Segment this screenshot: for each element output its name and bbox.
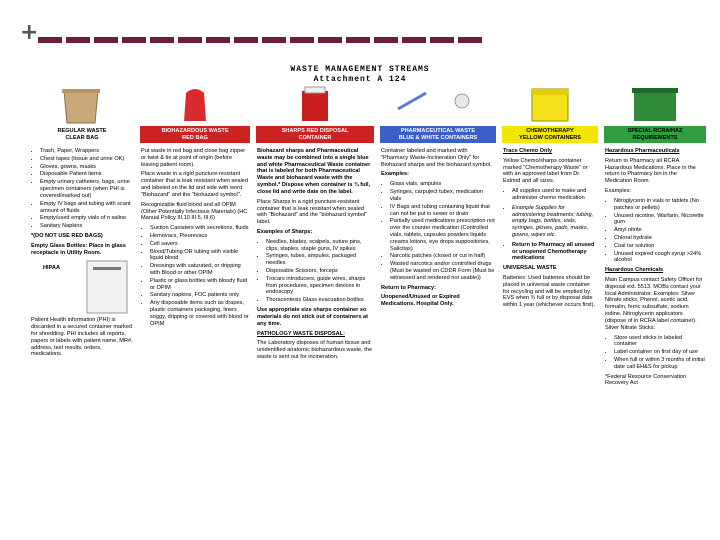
biohazard-header-label: BIOHAZARDOUS WASTE RED BAG (140, 126, 250, 143)
pharma-header-label: PHARMACEUTICAL WASTE BLUE & WHITE CONTAINERS (380, 126, 496, 143)
list-item: • Wasted narcotics and/or controlled drugs (Must be wasted on CDDR Form (Must be witnessed and rendered not usable)) (390, 261, 495, 281)
red-bag-icon (182, 85, 208, 123)
chemo-items-list-3 (503, 242, 597, 262)
list-item: • Chest tapes (tissue and urine OK) (40, 156, 133, 163)
list-item: • Partially used medications prescription not over the counter medication (Controlled vials, tablets, capsules powders liquids creams lotions, eye drops suppositories, Salicitas) (390, 218, 495, 252)
sharps-container-icon (300, 85, 330, 123)
decorative-bar (402, 37, 426, 43)
list-item: • Nitroglycerin in vials or tablets (No patches or pellets) (614, 198, 705, 212)
special-examples-label: Examples: (605, 188, 632, 195)
list-item: • Thoracentesis Glass evacuation bottles (266, 297, 373, 304)
decorative-bar (178, 37, 202, 43)
decorative-bar (262, 37, 286, 43)
list-item: • Disposable Scissors, forceps (266, 268, 373, 275)
decorative-bar (374, 37, 398, 43)
biohazard-p1: Put waste in red bag and close bag zipper or twist & tie at point of origin (before leaving patient room). (141, 148, 246, 168)
decorative-bar (122, 37, 146, 43)
hipaa-text: Patient Health information (PHI) is discarded in a secured container marked for shredding. PHI includes all reports, papers or labels with patient name, MR#, address, test results, orders, medications. (31, 317, 133, 358)
pharma-p1: Container labeled and marked with "Pharmacy Waste-Incineration Only" for Biohazard sharps and the biohazard symbol. (381, 148, 492, 168)
column-chemotherapy (500, 85, 600, 505)
pharma-header (378, 85, 498, 145)
biohazard-items-list (141, 225, 249, 327)
pathology-label: PATHOLOGY WASTE DISPOSAL: (257, 330, 345, 337)
list-item: • Plastic or glass bottles with bloody fluid or OPIM (150, 278, 249, 292)
list-item: • Blood/Tubing OR tubing with visible liquid blood (150, 249, 249, 263)
column-pharmaceutical (378, 85, 498, 505)
decorative-bar (318, 37, 342, 43)
pharma-examples-label: Examples: (381, 171, 409, 178)
list-item: • Hemovacs, Pleurevacs (150, 233, 249, 240)
sharps-header (254, 85, 376, 145)
universal-waste-text: Batteries: Used batteries should be placed in universal waste container for recycling and will be emptied by EVS when ¾ full or by disposal date within 1 year (whichever occurs first). (503, 275, 596, 309)
list-item: • Unused expired cough syrup >24% alcohol (614, 251, 705, 265)
sharps-examples-label: Examples of Sharps: (257, 228, 313, 235)
list-item: • Needles, blades, scalpels, suture pins, clips, staples, staple guns, IV spikes (266, 239, 373, 253)
shred-bin-icon (85, 259, 129, 315)
list-item: • Empty urinary catheters, bags, urine specimen containers (when PHI is covered/marked out) (40, 179, 133, 199)
column-sharps (254, 85, 376, 505)
sharps-warning: Use appropriate size sharps container so materials do not stick out of containers at any time. (257, 307, 368, 327)
glass-bottles-text: Empty Glass Bottles: Place in glass receptacle in Utility Room. (31, 242, 126, 256)
return-pharmacy-label: Return to Pharmacy: (381, 284, 437, 291)
list-item: • Cell savers (150, 241, 249, 248)
list-item: • Example Supplies for administering treatments: tubing, empty bags, bottles, vials, syringes, gloves, pads, masks, gowns, wipes etc. (512, 205, 597, 239)
list-item: • Any disposable items such as drapes, plastic containers packaging, liners soggy, dripping or covered with blood or OPIM (150, 300, 249, 327)
hipaa-label: HIPAA (43, 265, 60, 272)
slide-decoration (0, 0, 720, 44)
decorative-bar (150, 37, 174, 43)
decorative-bar (206, 37, 230, 43)
list-item: • Narcotic patches (closed or cut in half) (390, 253, 495, 260)
syringe-pills-icon (392, 87, 484, 117)
biohazard-p3: Recognizable fluid blood and all OPIM (Other Potentially Infectious Materials) (HC Manual Policy III.10 III 5, III.6) (141, 201, 248, 222)
decorative-bar (234, 37, 258, 43)
haz-pharma-label: Hazardous Pharmaceuticals (605, 148, 680, 154)
list-item: • Store used sticks in labeled container (614, 335, 705, 349)
column-special-rcra (602, 85, 708, 505)
chemo-items-list-1 (503, 188, 597, 202)
chemo-header-label: CHEMOTHERAPY YELLOW CONTAINERS (502, 126, 598, 143)
list-item: • When full or within 3 months of initial date call EH&S for pickup (614, 357, 705, 371)
decorative-bar (94, 37, 118, 43)
list-item: • Suction Canisters with secretions, fluids (150, 225, 249, 232)
list-item: • Label container on first day of use (614, 349, 705, 356)
list-item: • Dressings with saturated, or dripping with Blood or other OPIM (150, 263, 249, 277)
list-item: • All supplies used to make and administer chemo medication (512, 188, 597, 202)
list-item: • Trocars introducers, guide wires, sharps from procedures, specimen devices in endoscopy (266, 276, 373, 296)
sharps-items-list (257, 239, 373, 304)
rcra-footnote: *Federal Resource Conservation Recovery Act (605, 373, 687, 387)
biohazard-header (138, 85, 252, 145)
regular-header (28, 85, 136, 145)
page-title: WASTE MANAGEMENT STREAMS (290, 65, 430, 74)
list-item: • Unused nicotine, Warfarin, Nicorette gum (614, 213, 705, 227)
list-item: • Gloves, gowns, masks (40, 164, 133, 171)
list-item: • Syringes, tubes, ampules, packaged needles (266, 253, 373, 267)
list-item: • Amyl nitrite (614, 227, 705, 234)
plus-icon: + (20, 20, 39, 45)
chemo-header (500, 85, 600, 145)
column-biohazard (138, 85, 252, 505)
list-item: • Glass vials, ampules (390, 181, 495, 188)
chemo-p1: Yellow Chemo/sharps container marked "Chemotherapy Waste" or with an approved label from Dr. Estrind and all sizes. (503, 157, 588, 185)
list-item: • Syringes, carpuject tubex, medication vials (390, 189, 495, 203)
list-item: • Coal tar solution (614, 243, 705, 250)
yellow-container-icon (526, 85, 574, 123)
sharps-header-label: SHARPS RED DISPOSAL CONTAINER (256, 126, 374, 143)
decorative-bar (66, 37, 90, 43)
list-item: • Return to Pharmacy all unused or unopened Chemotherapy medications (512, 242, 597, 262)
trace-chemo-label: Trace Chemo Only (503, 148, 553, 154)
decorative-bar (346, 37, 370, 43)
special-items-list-1 (605, 198, 705, 264)
sharps-p2: Place Sharps in a rigid puncture-resistant container that is leak resistant when sealed with "Biohazard" and the "biohazard symbol" label. (257, 198, 368, 226)
list-item: • Sanitary Napkins (40, 223, 133, 230)
regular-note: *(DO NOT USE RED BAGS) (31, 232, 103, 239)
decorative-bar (458, 37, 482, 43)
decorative-bars (38, 37, 482, 43)
special-items-list-2 (605, 335, 705, 371)
special-header-label: SPECIAL RCRA/HAZ REQUIREMENTS (604, 126, 706, 143)
list-item: • Sanitary napkins, FOC patients only (150, 292, 249, 299)
pharma-items-list (381, 181, 495, 281)
decorative-bar (290, 37, 314, 43)
regular-header-label: REGULAR WASTE CLEAR BAG (57, 128, 107, 141)
list-item: • Chloral hydrate (614, 235, 705, 242)
list-item: • Empty IV bags and tubing with scant amount of fluids (40, 201, 133, 215)
decorative-bar (38, 37, 62, 43)
list-item: • Trash, Paper, Wrappers (40, 148, 133, 155)
special-header (602, 85, 708, 145)
regular-items-list (31, 148, 133, 230)
return-pharmacy-text: Unopened/Unused or Expired Medications. Hospital Only. (381, 294, 460, 308)
list-item: • Empty/used empty vials of n saline (40, 215, 133, 222)
green-bin-icon (630, 85, 680, 123)
pathology-text: The Laboratory disposes of human tissue and unidentified anatomic biohazardous waste, the waste is sent out for incineration. (257, 340, 373, 360)
column-regular-waste (28, 85, 136, 505)
biohazard-p2: Place waste in a rigid puncture-resistant container that is leak resistant when sealed and labeled on the lid and side with word "Biohazard" and the "biohazard symbol". (141, 171, 248, 198)
page-subtitle: Attachment A 124 (313, 75, 407, 84)
haz-chem-text: Main Campus contact Safety Officer for disposal ext. 5513. MOBs contact your local Administrator. Examples: Silver Nitrate sticks, Phenol, acetic acid, formalin, ferric subsulfate, sodium iodine. Nitroglycerin applicators (dispose of in RCRA label container). Silver Nitrate Sticks: (605, 277, 703, 331)
decorative-bar (430, 37, 454, 43)
universal-waste-label: UNIVERSAL WASTE (503, 265, 557, 272)
trash-can-icon (60, 87, 102, 125)
haz-pharma-text: Return to Pharmacy all RCRA Hazardous Medications. Place in the return to Pharmacy bin in the Medication Room. (605, 157, 696, 185)
hipaa-block (31, 259, 133, 317)
chemo-items-list-2 (503, 205, 597, 239)
list-item: • IV Bags and tubing containing liquid that can not be put in sewer or drain (390, 204, 495, 218)
haz-chem-label: Hazardous Chemicals (605, 267, 664, 274)
sharps-p1: Biohazard sharps and Pharmaceutical waste may be combined into a single blue and white Pharmaceutical Waste container that is labeled for both Pharmaceutical Waste and biohazard waste with the symbol.* Dispose when container is ¾ full, close lid and write date on the label. (257, 148, 371, 195)
list-item: • Disposable Patient items (40, 171, 133, 178)
